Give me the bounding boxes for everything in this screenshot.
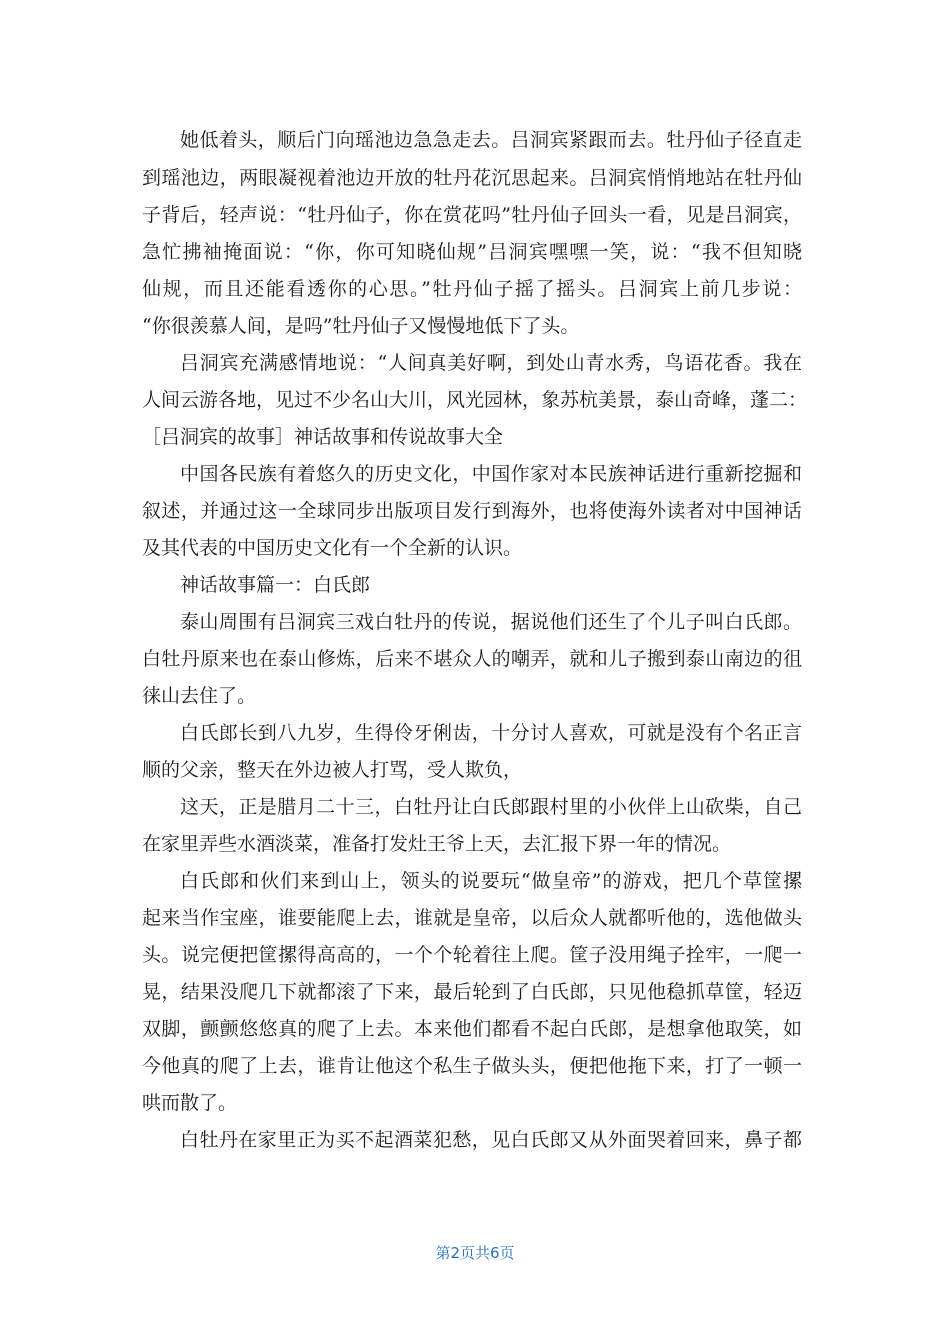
text-line: 白牡丹在家里正为买不起酒菜犯愁，见白氏郎又从外面哭着回来，鼻子都	[180, 1129, 802, 1151]
text-line: 叙述，并通过这一全球同步出版项目发行到海外，也将使海外读者对中国神话	[142, 500, 802, 522]
text-line: 白氏郎长到八九岁，生得伶牙俐齿，十分讨人喜欢，可就是没有个名正言	[180, 722, 802, 744]
text-line: 今他真的爬了上去，谁肯让他这个私生子做头头，便把他拖下来，打了一顿一	[142, 1055, 802, 1077]
text-line: 在家里弄些水酒淡菜，准备打发灶王爷上天，去汇报下界一年的情况。	[142, 833, 732, 855]
text-line: “你很羡慕人间，是吗”牡丹仙子又慢慢地低下了头。	[142, 315, 580, 337]
text-line: 吕洞宾充满感情地说：“人间真美好啊，到处山青水秀，鸟语花香。我在	[180, 352, 802, 374]
text-line: 及其代表的中国历史文化有一个全新的认识。	[142, 537, 523, 559]
text-line: 人间云游各地，见过不少名山大川，风光园林，象苏杭美景，泰山奇峰，蓬二：	[142, 389, 808, 411]
text-line: 徕山去住了。	[142, 685, 257, 707]
text-line: 头。说完便把筐摞得高高的，一个个轮着往上爬。筐子没用绳子拴牢，一爬一	[142, 944, 802, 966]
text-line: 她低着头，顺后门向瑶池边急急走去。吕洞宾紧跟而去。牡丹仙子径直走	[180, 129, 802, 151]
section-heading: 神话故事篇一：白氏郎	[180, 574, 371, 596]
text-line: 双脚，颤颤悠悠真的爬了上去。本来他们都看不起白氏郎，是想拿他取笑，如	[142, 1018, 802, 1040]
text-line: 仙规，而且还能看透你的心思。”牡丹仙子摇了摇头。吕洞宾上前几步说：	[142, 278, 802, 300]
text-line: 到瑶池边，两眼凝视着池边开放的牡丹花沉思起来。吕洞宾悄悄地站在牡丹仙	[142, 167, 802, 189]
text-line: 晃，结果没爬几下就都滚了下来，最后轮到了白氏郎，只见他稳抓草筐，轻迈	[142, 981, 802, 1003]
text-line: 白牡丹原来也在泰山修炼，后来不堪众人的嘲弄，就和儿子搬到泰山南边的徂	[142, 648, 802, 670]
page-number: 第2页共6页	[435, 1244, 515, 1262]
text-line: 子背后，轻声说：“牡丹仙子，你在赏花吗”牡丹仙子回头一看，见是吕洞宾，	[142, 204, 802, 226]
text-line: 泰山周围有吕洞宾三戏白牡丹的传说，据说他们还生了个儿子叫白氏郎。	[180, 611, 802, 633]
text-line: 起来当作宝座，谁要能爬上去，谁就是皇帝，以后众人就都听他的，选他做头	[142, 907, 802, 929]
text-line: 白氏郎和伙们来到山上，领头的说要玩“做皇帝”的游戏，把几个草筐摞	[180, 870, 802, 892]
text-line: 这天，正是腊月二十三，白牡丹让白氏郎跟村里的小伙伴上山砍柴，自己	[180, 796, 802, 818]
text-line: ［吕洞宾的故事］神话故事和传说故事大全	[142, 426, 504, 448]
text-line: 哄而散了。	[142, 1092, 238, 1114]
text-line: 顺的父亲，整天在外边被人打骂，受人欺负，	[142, 759, 523, 781]
text-line: 急忙拂袖掩面说：“你，你可知晓仙规”吕洞宾嘿嘿一笑，说：“我不但知晓	[142, 241, 802, 263]
text-line: 中国各民族有着悠久的历史文化，中国作家对本民族神话进行重新挖掘和	[180, 463, 802, 485]
